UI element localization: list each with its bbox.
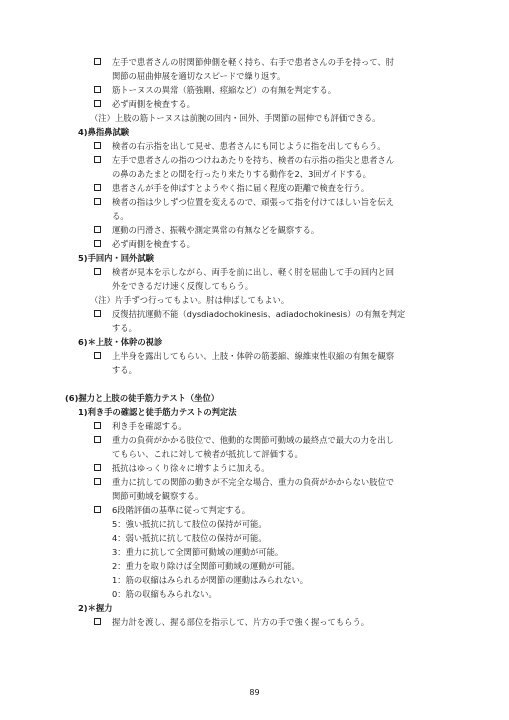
grade-line: 3：重力に抗して全関節可動域の運動が可能。	[112, 547, 284, 557]
checkbox-item: 患者さんが手を伸ばすとようやく指に届く程度の距離で検査を行う。	[112, 181, 442, 195]
grade-line: 1：筋の収縮はみられるが関節の運動はみられない。	[112, 575, 309, 585]
checkbox-item: 筋トーヌスの異常（筋強剛、痙縮など）の有無を判定する。	[112, 83, 442, 97]
checkbox-item: 検者の指は少しずつ位置を変えるので、頑張って指を付けてほしい旨を伝え る。	[112, 195, 442, 223]
note: （注）片手ずつ行ってもよい。肘は伸ばしてもよい。	[90, 295, 290, 305]
grade-line: 0：筋の収縮もみられない。	[112, 589, 217, 599]
checkbox-item: 握力計を渡し、握る部位を指示して、片方の手で強く握ってもらう。	[112, 615, 442, 629]
checkbox-icon	[94, 422, 101, 429]
checkbox-icon	[94, 100, 101, 107]
section-heading: 2)＊握力	[78, 603, 113, 613]
checkbox-item: 抵抗はゆっくり徐々に増すように加える。	[112, 461, 442, 475]
checkbox-item: 必ず両側を検査する。	[112, 237, 442, 251]
checkbox-icon	[94, 352, 101, 359]
checkbox-item: 6段階評価の基準に従って判定する。	[112, 503, 442, 517]
spacer	[0, 377, 509, 391]
checkbox-icon	[94, 240, 101, 247]
checkbox-icon	[94, 198, 101, 205]
checkbox-icon	[94, 86, 101, 93]
section-heading: 5)手回内・回外試験	[78, 253, 154, 263]
checkbox-icon	[94, 184, 101, 191]
checkbox-icon	[94, 58, 101, 65]
checkbox-icon	[94, 436, 101, 443]
checkbox-item: 重力の負荷がかかる肢位で、他動的な関節可動域の最終点で最大の力を出し てもらい、これに対して検者が抵抗して評価する。	[112, 433, 442, 461]
checkbox-item: 検者の右示指を出して見せ、患者さんにも同じように指を出してもらう。	[112, 139, 442, 153]
grade-line: 2：重力を取り除けば全関節可動域の運動が可能。	[112, 561, 300, 571]
checkbox-icon	[94, 478, 101, 485]
checkbox-icon	[94, 142, 101, 149]
checkbox-item: 利き手を確認する。	[112, 419, 442, 433]
checkbox-icon	[94, 156, 101, 163]
checkbox-icon	[94, 310, 101, 317]
checkbox-item: 必ず両側を検査する。	[112, 97, 442, 111]
checkbox-icon	[94, 506, 101, 513]
checkbox-item: 上半身を露出してもらい、上肢・体幹の筋萎縮、線維束性収縮の有無を観察 する。	[112, 349, 442, 377]
checkbox-item: 運動の円滑さ、振戦や測定異常の有無などを観察する。	[112, 223, 442, 237]
note: （注）上肢の筋トーヌスは前腕の回内・回外、手関節の屈伸でも評価できる。	[90, 113, 381, 123]
part-heading: (6)握力と上肢の徒手筋力テスト（坐位）	[65, 393, 220, 403]
document-page	[0, 55, 509, 629]
grade-line: 5：強い抵抗に抗して肢位の保持が可能。	[112, 519, 267, 529]
checkbox-item: 重力に抗しての関節の動きが不完全な場合、重力の負荷がかからない肢位で 関節可動域を観察する。	[112, 475, 442, 503]
section-heading: 1)利き手の確認と徒手筋力テストの判定法	[78, 407, 237, 417]
section-heading: 4)鼻指鼻試験	[78, 127, 130, 137]
checkbox-icon	[94, 226, 101, 233]
checkbox-item: 反復拮抗運動不能（dysdiadochokinesis、adiadochokinesis）の有無を判定 する。	[112, 307, 442, 335]
checkbox-icon	[94, 618, 101, 625]
page-number: 89	[249, 688, 260, 697]
section-heading: 6)＊上肢・体幹の視診	[78, 337, 163, 347]
checkbox-icon	[94, 464, 101, 471]
checkbox-icon	[94, 268, 101, 275]
checkbox-item: 検者が見本を示しながら、両手を前に出し、軽く肘を屈曲して手の回内と回 外をできるだけ速く反復してもらう。	[112, 265, 442, 293]
checkbox-item: 左手で患者さんの指のつけねあたりを持ち、検者の右示指の指尖と患者さん の鼻のあたまとの間を行ったり来たりする動作を2、3回ガイドする。	[112, 153, 442, 181]
checkbox-item: 左手で患者さんの肘関節伸側を軽く持ち、右手で患者さんの手を持って、肘 関節の屈曲伸展を適切なスピードで繰り返す。	[112, 55, 442, 83]
grade-line: 4：弱い抵抗に抗して肢位の保持が可能。	[112, 533, 267, 543]
